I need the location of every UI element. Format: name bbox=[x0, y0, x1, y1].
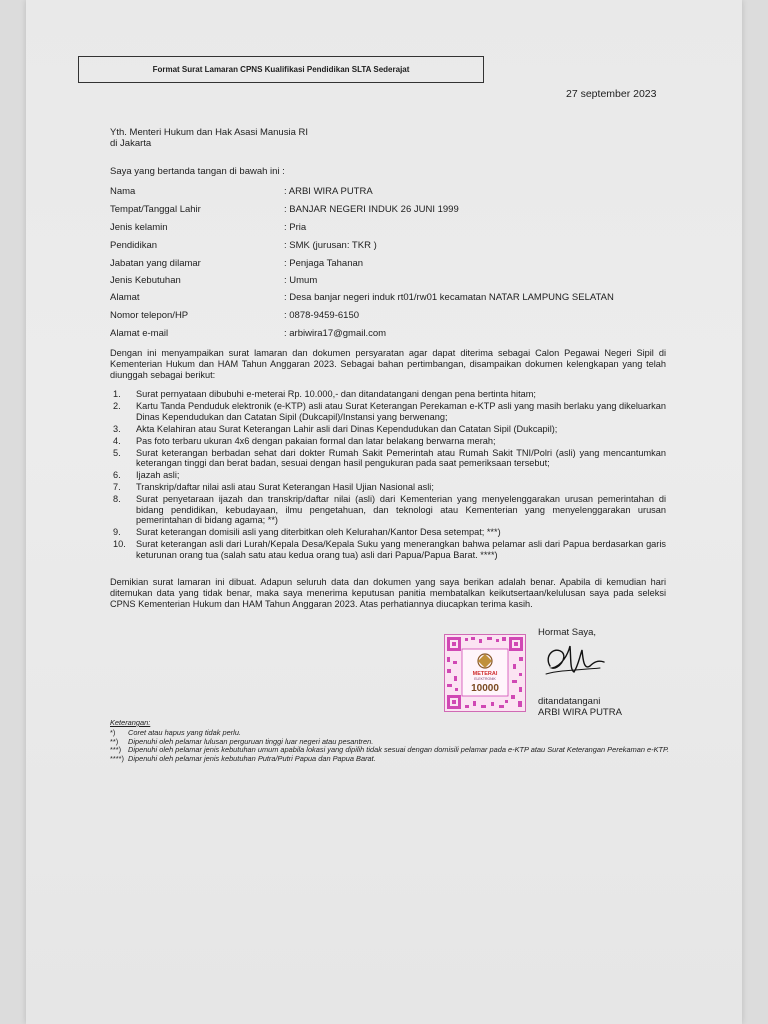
list-number: 1. bbox=[113, 389, 121, 399]
footnotes bbox=[110, 719, 670, 764]
field-label: Jabatan yang dilamar bbox=[110, 258, 201, 269]
handwritten-signature bbox=[540, 636, 606, 684]
field-value: : Umum bbox=[284, 275, 318, 286]
meterai-qr-icon bbox=[445, 635, 525, 711]
opening-statement: Saya yang bertanda tangan di bawah ini : bbox=[110, 166, 285, 177]
list-number: 9. bbox=[113, 527, 121, 537]
field-label: Jenis Kebutuhan bbox=[110, 275, 181, 286]
list-text: Surat keterangan domisili asli yang diterbitkan oleh Kelurahan/Kantor Desa setempat; ***) bbox=[136, 527, 501, 537]
footnote-text: Dipenuhi oleh pelamar jenis kebutuhan umum apabila lokasi yang dipilih tidak sesuai dengan domisili pelamar pada e-KTP atau Surat Keterangan Perekaman e-KTP. bbox=[128, 745, 670, 755]
list-item bbox=[110, 470, 666, 481]
list-number: 8. bbox=[113, 494, 121, 504]
meterai-sublabel: ELEKTRONIK bbox=[474, 677, 496, 681]
document-list bbox=[110, 389, 666, 562]
footnote-text: Dipenuhi oleh pelamar jenis kebutuhan Putra/Putri Papua dan Papua Barat. bbox=[128, 754, 376, 764]
footnote-mark: **) bbox=[110, 736, 119, 746]
list-item bbox=[110, 436, 666, 447]
field-label: Jenis kelamin bbox=[110, 222, 168, 233]
recipient-line-1: Yth. Menteri Hukum dan Hak Asasi Manusia RI bbox=[110, 127, 309, 138]
field-value: : ARBI WIRA PUTRA bbox=[284, 186, 373, 197]
recipient-line-2: di Jakarta bbox=[110, 138, 152, 149]
list-item bbox=[110, 482, 666, 493]
signer-name: ARBI WIRA PUTRA bbox=[538, 707, 622, 718]
list-text: Akta Kelahiran atau Surat Keterangan Lahir asli dari Dinas Kependudukan dan Catatan Sipil (Dukcapil); bbox=[136, 423, 558, 434]
footnote-text: Coret atau hapus yang tidak perlu. bbox=[128, 727, 241, 737]
list-number: 10. bbox=[113, 539, 126, 549]
list-item bbox=[110, 527, 666, 538]
meterai-value: 10000 bbox=[471, 683, 499, 694]
closing-greeting: Hormat Saya, bbox=[538, 627, 597, 638]
list-number: 7. bbox=[113, 482, 121, 492]
footnote-mark: ***) bbox=[110, 745, 122, 755]
list-item bbox=[110, 401, 666, 422]
list-item bbox=[110, 494, 666, 526]
list-number: 2. bbox=[113, 401, 121, 411]
field-label: Alamat e-mail bbox=[110, 328, 169, 339]
footnote-mark: ****) bbox=[110, 754, 124, 764]
list-item bbox=[110, 539, 666, 560]
letter-date: 27 september 2023 bbox=[566, 88, 657, 100]
list-text: Surat keterangan berbadan sehat dari dokter Rumah Sakit Pemerintah atau Rumah Sakit TNI/Polri (asli) yang mencantumkan keterangan tinggi dan berat badan, sesuai dengan hasil pengukuran pada saat pemeriksaan tersebut; bbox=[136, 447, 666, 468]
list-text: Kartu Tanda Penduduk elektronik (e-KTP) asli atau Surat Keterangan Perekaman e-KTP asli yang masih berlaku yang dikeluarkan Dinas Kependudukan dan Catatan Sipil (Dukcapil)/Instansi yang berwenang; bbox=[136, 401, 666, 422]
field-label: Nomor telepon/HP bbox=[110, 310, 189, 321]
signed-label: ditandatangani bbox=[538, 696, 601, 707]
intro-paragraph: Dengan ini menyampaikan surat lamaran dan dokumen persyaratan agar dapat diterima sebagai Calon Pegawai Negeri Sipil di Kementerian Hukum dan HAM Tahun Anggaran 2023. Sebagai bahan pertimbangan, disampaikan dokumen kelengkapan yang telah diunggah sebagai berikut: bbox=[110, 348, 666, 380]
list-text: Ijazah asli; bbox=[136, 470, 180, 480]
list-item bbox=[110, 448, 666, 469]
field-label: Tempat/Tanggal Lahir bbox=[110, 204, 201, 215]
list-text: Surat penyetaraan ijazah dan transkrip/daftar nilai (asli) dari Kementerian yang menyelenggarakan urusan pemerintahan di bidang pendidikan, kebudayaan, ilmu pengetahuan, dan teknologi atau Kementerian yang menyelenggarakan urusan pemerintahan di bidang agama; **) bbox=[136, 494, 666, 525]
closing-paragraph: Demikian surat lamaran ini dibuat. Adapun seluruh data dan dokumen yang saya berikan adalah benar. Apabila di kemudian hari ditemukan data yang tidak benar, maka saya menerima keputusan panitia membatalkan keikutsertaan/kelulusan saya pada seleksi CPNS Kementerian Hukum dan HAM Tahun Anggaran 2023. Atas perhatiannya diucapkan terima kasih. bbox=[110, 577, 666, 609]
list-item bbox=[110, 424, 666, 435]
field-label: Nama bbox=[110, 186, 136, 197]
list-text: Pas foto terbaru ukuran 4x6 dengan pakaian formal dan latar belakang berwarna merah; bbox=[136, 435, 496, 446]
footnote-item bbox=[110, 755, 670, 764]
list-number: 5. bbox=[113, 447, 121, 458]
field-value: : Penjaga Tahanan bbox=[284, 258, 364, 269]
list-number: 4. bbox=[113, 435, 121, 446]
field-value: : arbiwira17@gmail.com bbox=[284, 328, 387, 339]
field-value: : BANJAR NEGERI INDUK 26 JUNI 1999 bbox=[284, 204, 459, 215]
letter-format-title: Format Surat Lamaran CPNS Kualifikasi Pendidikan SLTA Sederajat bbox=[78, 56, 484, 83]
field-value: : Desa banjar negeri induk rt01/rw01 kecamatan NATAR LAMPUNG SELATAN bbox=[284, 292, 614, 303]
footnote-text: Dipenuhi oleh pelamar lulusan perguruan tinggi luar negeri atau pesantren. bbox=[128, 736, 374, 746]
field-value: : SMK (jurusan: TKR ) bbox=[284, 240, 377, 251]
list-number: 6. bbox=[113, 470, 121, 480]
recipient-address bbox=[110, 127, 308, 149]
e-meterai-stamp bbox=[444, 634, 526, 712]
footnotes-title: Keterangan: bbox=[110, 718, 151, 727]
field-value: : Pria bbox=[284, 222, 307, 233]
list-number: 3. bbox=[113, 423, 121, 434]
field-label: Alamat bbox=[110, 292, 140, 303]
field-value: : 0878-9459-6150 bbox=[284, 310, 360, 321]
list-text: Surat pernyataan dibubuhi e-meterai Rp. 10.000,- dan ditandatangani dengan pena bertinta hitam; bbox=[136, 389, 536, 399]
list-text: Transkrip/daftar nilai asli atau Surat Keterangan Hasil Ujian Nasional asli; bbox=[136, 482, 434, 492]
signer-block bbox=[538, 696, 622, 718]
footnote-mark: *) bbox=[110, 727, 116, 737]
list-item bbox=[110, 389, 666, 400]
field-label: Pendidikan bbox=[110, 240, 158, 251]
list-text: Surat keterangan asli dari Lurah/Kepala Desa/Kepala Suku yang menerangkan bahwa pelamar asli dari Papua berdasarkan garis keturunan orang tua (salah satu atau kedua orang tua) asli dari Papua/Papua Barat. ****) bbox=[136, 539, 666, 560]
meterai-label: METERAI bbox=[472, 671, 498, 677]
